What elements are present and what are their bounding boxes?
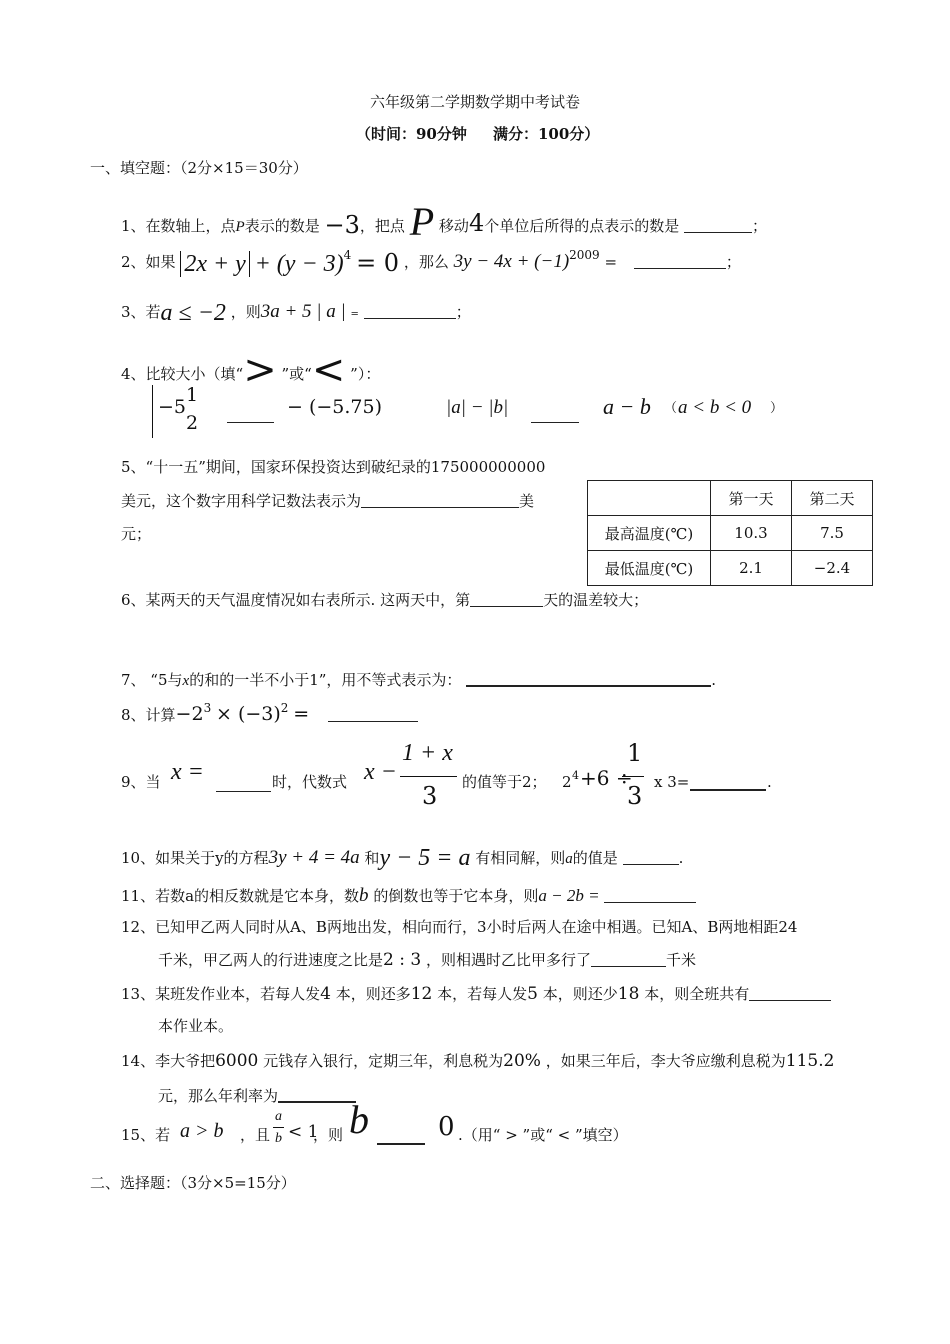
table-cell: 最低温度(℃) bbox=[588, 551, 711, 586]
answer-blank-4a[interactable] bbox=[227, 408, 274, 423]
question-3: 3、若a ≤ −2 ，则3a + 5 | a | = ； bbox=[121, 300, 471, 326]
table-cell: 最高温度(℃) bbox=[588, 516, 711, 551]
q15-num: a bbox=[275, 1109, 282, 1124]
q9-fraction-bar bbox=[400, 776, 457, 777]
answer-blank-7[interactable] bbox=[466, 671, 711, 687]
q9-denominator: 3 bbox=[422, 782, 438, 810]
question-5-line3: 元； bbox=[121, 525, 152, 543]
answer-blank-13[interactable] bbox=[749, 986, 831, 1001]
section-2-heading: 二、选择题：（3分×5=15分） bbox=[90, 1174, 296, 1192]
table-header-cell bbox=[588, 481, 711, 516]
q15-text-c: ，则 bbox=[313, 1126, 344, 1144]
question-7: 7、 “5与x的和的一半不小于1”，用不等式表示为： . bbox=[121, 671, 716, 689]
subtitle-score: 满分：100分） bbox=[493, 125, 600, 143]
question-13-line2: 本作业本。 bbox=[158, 1017, 234, 1035]
question-1: 1、在数轴上，点P表示的数是 −3，把点 P 移动4个单位后所得的点表示的数是 ； bbox=[121, 199, 768, 244]
answer-blank-6[interactable] bbox=[470, 592, 543, 607]
q4-part1-num: 1 bbox=[186, 384, 199, 406]
q9-exponent: 4 bbox=[572, 769, 579, 782]
table-header-cell: 第一天 bbox=[711, 481, 792, 516]
section-1-heading: 一、填空题：（2分×15＝30分） bbox=[90, 159, 308, 177]
table-row bbox=[588, 551, 873, 586]
q15-zero: 0 bbox=[438, 1112, 455, 1142]
answer-blank-12[interactable] bbox=[591, 952, 666, 967]
q15-text-d: .（用“ > ”或“ < ”填空） bbox=[458, 1126, 628, 1144]
question-4: 4、比较大小（填“> ”或“< ”）： bbox=[121, 347, 381, 393]
q9-text-c: 的值等于2； bbox=[462, 773, 547, 791]
table-cell: −2.4 bbox=[792, 551, 873, 586]
answer-blank-15[interactable] bbox=[377, 1129, 425, 1145]
q15-fraction-bar bbox=[273, 1127, 284, 1128]
q9-num2: 1 bbox=[627, 739, 643, 767]
answer-blank-9b[interactable] bbox=[690, 775, 766, 791]
q15-lt1: < 1 bbox=[288, 1122, 319, 1142]
question-5-line1: 5、“十一五”期间，国家环保投资达到破纪录的175000000000 bbox=[121, 458, 546, 476]
q15-b: b bbox=[349, 1097, 369, 1142]
answer-blank-3[interactable] bbox=[364, 304, 456, 319]
question-14-line1: 14、李大爷把6000 元钱存入银行，定期三年，利息税为20% ，如果三年后，李大爷应缴利息税为115.2 bbox=[121, 1051, 835, 1071]
question-2: 2、如果 $2x + y + (y - 3)^4 = 0$ ，那么 $3y - 4x + (-1)^{2009}$ = ； bbox=[121, 248, 741, 277]
q4-part2-cond: a < b < 0 bbox=[678, 397, 752, 418]
question-8: 8、计算$-2^3 \times (-3)^2$ = bbox=[121, 702, 418, 724]
answer-blank-9a[interactable] bbox=[216, 777, 271, 792]
q9-numerator: 1 + x bbox=[402, 740, 453, 766]
q4-part2-rhs: a − b bbox=[603, 394, 651, 419]
q4-part1-rhs: − (−5.75) bbox=[287, 396, 383, 418]
q4-part1-whole: −5 bbox=[158, 396, 187, 418]
q9-x-equals: x = bbox=[171, 759, 204, 785]
question-6: 6、某两天的天气温度情况如右表所示. 这两天中，第 天的温差较大； bbox=[121, 591, 649, 609]
temperature-table bbox=[587, 480, 873, 586]
q9-base: 2 bbox=[562, 773, 572, 791]
q4-paren-left: （ bbox=[664, 401, 678, 416]
table-header-cell: 第二天 bbox=[792, 481, 873, 516]
q9-div: +6 ÷ bbox=[580, 766, 633, 790]
table-cell: 10.3 bbox=[711, 516, 792, 551]
answer-blank-11[interactable] bbox=[604, 888, 696, 903]
page-title: 六年级第二学期数学期中考试卷 bbox=[369, 93, 580, 111]
question-10: 10、如果关于y的方程3y + 4 = 4a 和y − 5 = a 有相同解，则a的值是 . bbox=[121, 845, 684, 871]
table-cell: 2.1 bbox=[711, 551, 792, 586]
question-13-line1: 13、某班发作业本，若每人发4 本，则还多12 本，若每人发5 本，则还少18 本，则全班共有 bbox=[121, 986, 831, 1003]
q9-den2: 3 bbox=[627, 782, 643, 810]
q9-fraction-bar-2 bbox=[622, 776, 644, 777]
abs-bar bbox=[152, 385, 153, 438]
q4-part1-den: 2 bbox=[186, 412, 199, 434]
q9-end: . bbox=[767, 773, 772, 791]
answer-blank-14[interactable] bbox=[278, 1087, 356, 1103]
q4-part2-lhs: |a| − |b| bbox=[446, 397, 509, 418]
answer-blank-1[interactable] bbox=[684, 218, 752, 233]
question-14-line2: 元，那么年利率为 bbox=[158, 1087, 356, 1104]
answer-blank-8[interactable] bbox=[328, 707, 418, 722]
answer-blank-2[interactable] bbox=[634, 254, 726, 269]
table-cell: 7.5 bbox=[792, 516, 873, 551]
table-row bbox=[588, 516, 873, 551]
table-header-row bbox=[588, 481, 873, 516]
answer-blank-5[interactable] bbox=[361, 493, 519, 508]
q9-text-b: 时，代数式 bbox=[272, 773, 348, 791]
question-15-label: 15、若 bbox=[121, 1126, 171, 1144]
question-12-line2: 千米，甲乙两人的行进速度之比是2 : 3 ，则相遇时乙比甲多行了 千米 bbox=[158, 950, 696, 970]
q9-x-minus: x − bbox=[364, 759, 397, 785]
question-5-line2: 美元，这个数字用科学记数法表示为 美 bbox=[121, 492, 535, 510]
q15-text-b: ，且 bbox=[240, 1126, 271, 1144]
subtitle-time: （时间：90分钟 bbox=[356, 125, 467, 143]
question-12-line1: 12、已知甲乙两人同时从A、B两地出发，相向而行，3小时后两人在途中相遇。已知A、B两地相距24 bbox=[121, 918, 798, 936]
q15-cond: a > b bbox=[180, 1120, 224, 1142]
answer-blank-10[interactable] bbox=[623, 850, 679, 865]
q9-text-g: x 3= bbox=[654, 773, 690, 791]
question-11: 11、若数a的相反数就是它本身，数b 的倒数也等于它本身，则a − 2b = bbox=[121, 886, 696, 905]
question-9-label: 9、当 bbox=[121, 773, 161, 791]
q15-den: b bbox=[275, 1131, 282, 1146]
q4-paren-right: ） bbox=[770, 401, 784, 416]
answer-blank-4b[interactable] bbox=[531, 408, 579, 423]
